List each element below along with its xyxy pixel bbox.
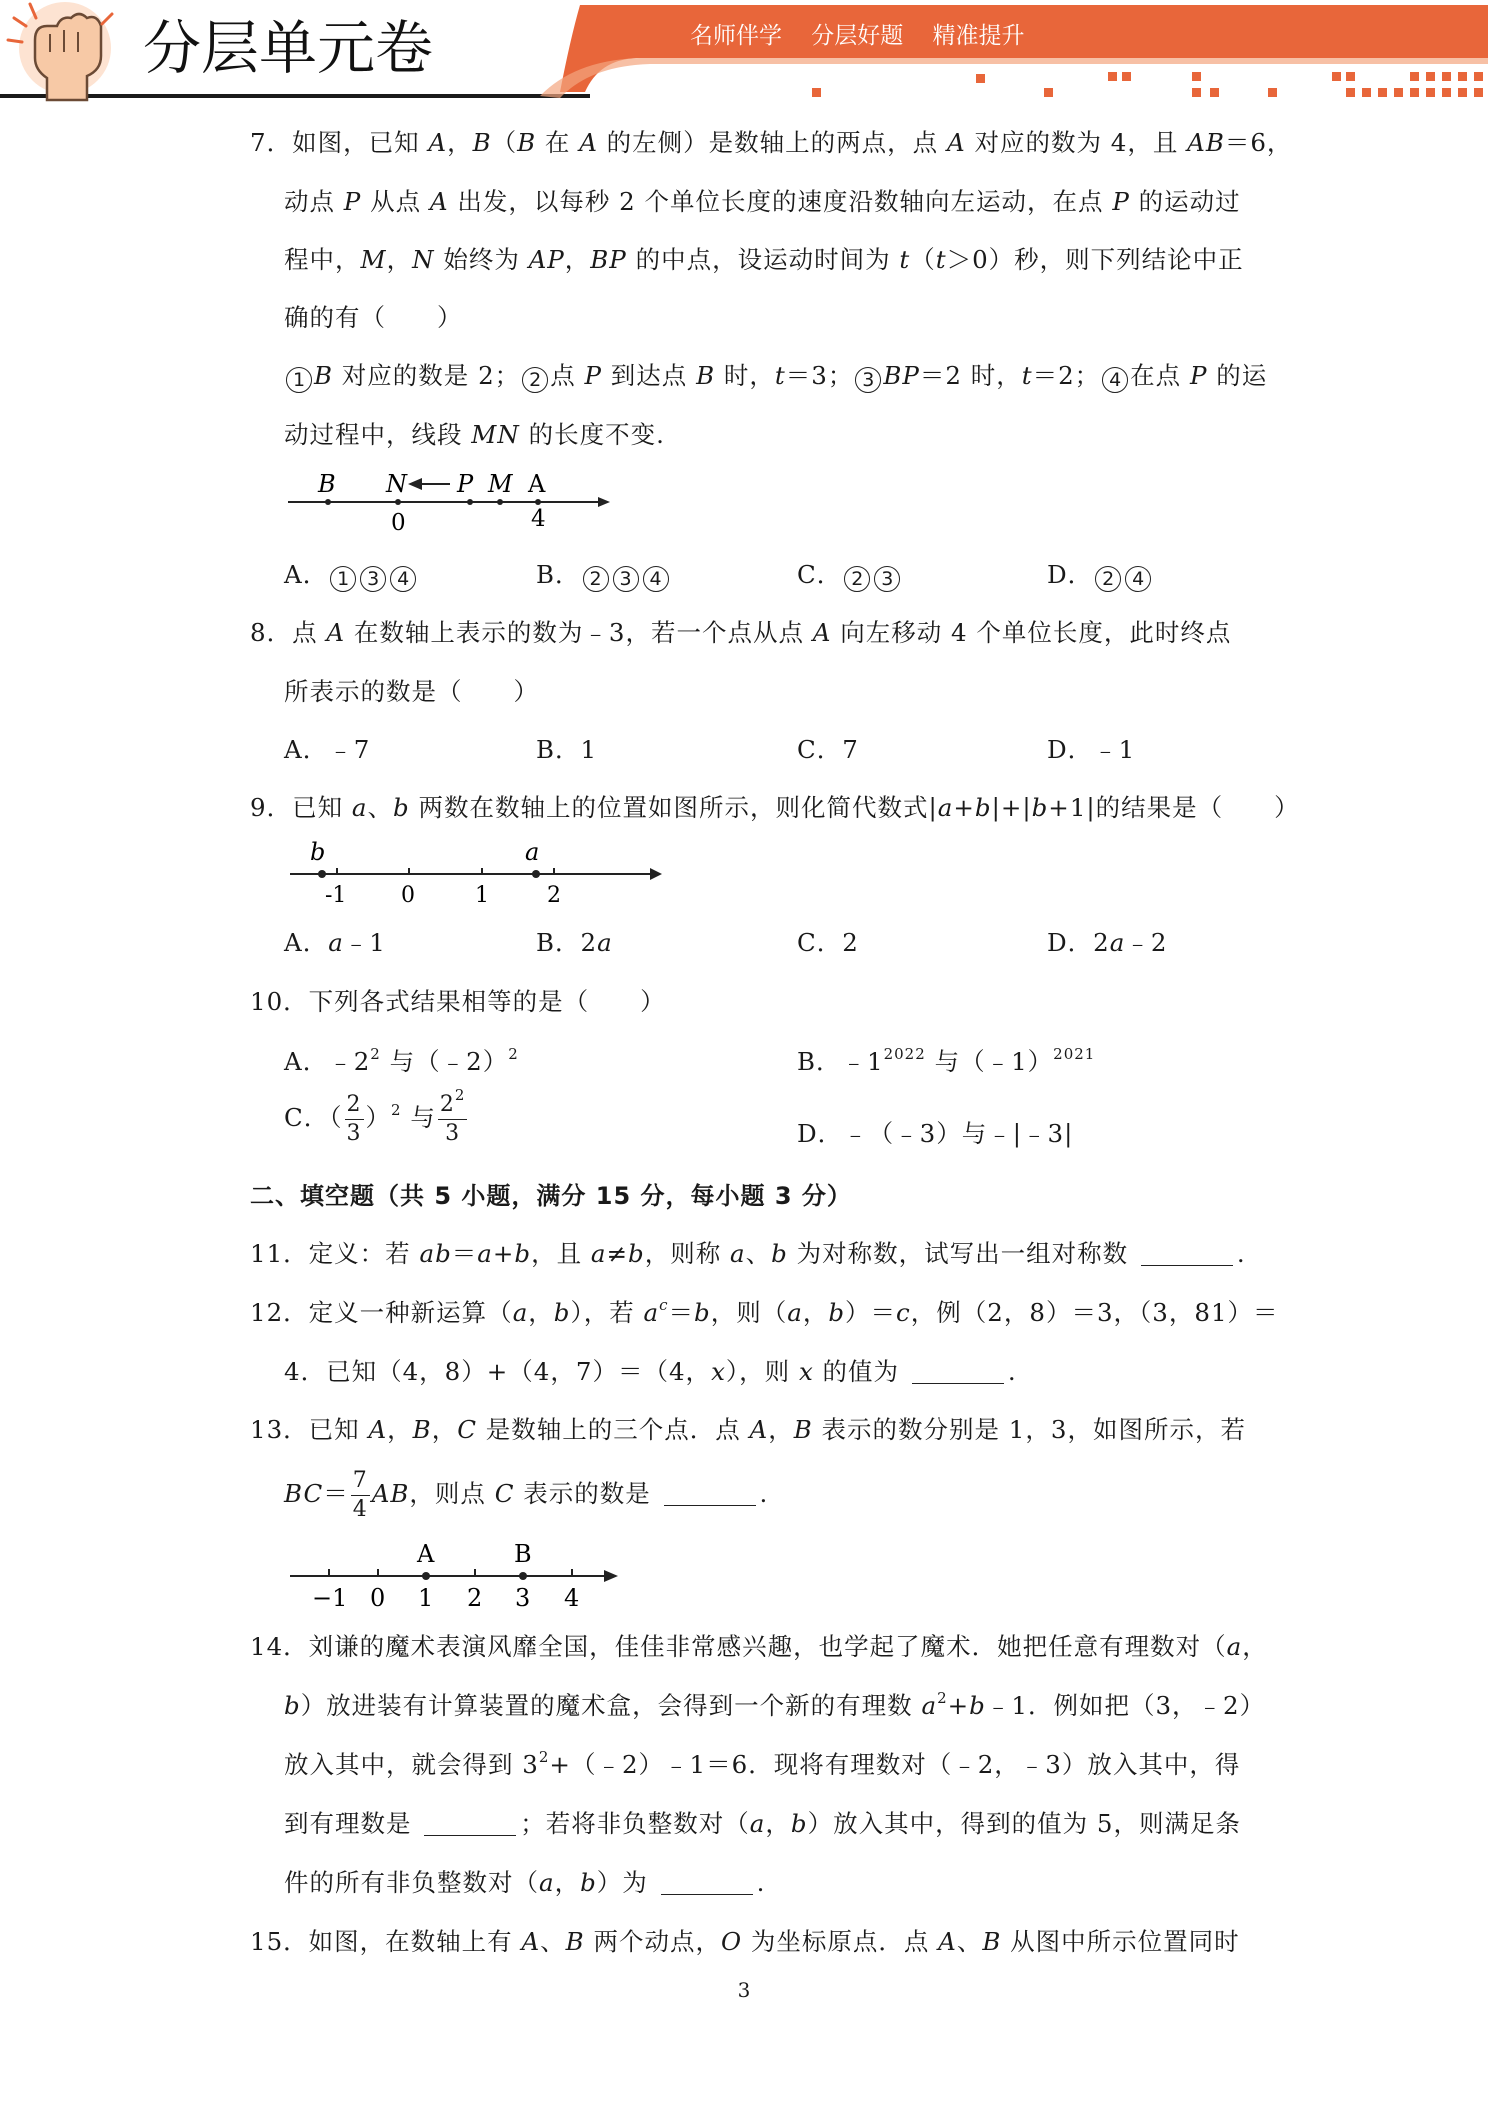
header-title: 分层单元卷 — [143, 14, 434, 82]
q9-option-d[interactable]: D．2a﹣2 — [1047, 928, 1168, 957]
q9-label-a: a — [525, 838, 540, 866]
fist-logo-icon — [8, 2, 112, 100]
q7-line3: 程中，M，N 始终为 AP，BP 的中点，设运动时间为 t（t＞0）秒，则下列结论中正 — [284, 245, 1244, 274]
q9-tick-0: 0 — [401, 883, 415, 908]
q12-line1: 12．定义一种新运算（a，b），若 $a^c=b$，则（a，b）＝c，例（2，8）＝3，（3，81）＝ — [250, 1296, 1279, 1327]
q8-option-c[interactable]: C．7 — [797, 735, 859, 764]
q9-tick-2: 2 — [547, 883, 561, 908]
q14-line3: 放入其中，就会得到 $3^2+(﹣2)﹣1=6$．现将有理数对（﹣2，﹣3）放入其中，得 — [284, 1748, 1241, 1779]
q9-option-c[interactable]: C．2 — [797, 928, 859, 957]
q15-line1: 15．如图，在数轴上有 A、B 两个动点，O 为坐标原点．点 A、B 从图中所示位置同时 — [250, 1927, 1240, 1956]
q7-line5: 1 B 对应的数是 2； 2 点 P 到达点 B 时，t＝3； 3 BP＝2 时，t＝2； 4 在点 P 的运 — [284, 357, 1267, 393]
q10-line1: 10．下列各式结果相等的是（ ） — [250, 987, 666, 1016]
header-slogan: 名师伴学 分层好题 精准提升 — [690, 23, 1025, 49]
q7-label-m: M — [488, 470, 513, 498]
q11-line1: 11．定义：若 ab＝a+b，且 a≠b，则称 a、b 为对称数，试写出一组对称数 . — [250, 1239, 1246, 1268]
q11-answer-blank[interactable] — [1141, 1265, 1233, 1266]
q13-label-a: A — [417, 1540, 435, 1568]
q10-option-b[interactable]: B．$﹣1^{2022}$ 与（﹣1）$^{2021}$ — [797, 1045, 1096, 1076]
q9-number-line — [284, 836, 664, 910]
q14-line5: 件的所有非负整数对（a，b）为 . — [284, 1868, 766, 1897]
q9-point-b — [318, 870, 326, 878]
q9-line1: 9．已知 a、b 两数在数轴上的位置如图所示，则化简代数式|a+b|+|b+1|的结果是（ ） — [250, 793, 1300, 822]
q13-point-a — [422, 1572, 430, 1580]
q14-line4: 到有理数是 ；若将非负整数对（a，b）放入其中，得到的值为 5，则满足条 — [284, 1809, 1241, 1838]
q7-point-b — [325, 499, 331, 505]
q13-line1: 13．已知 A，B，C 是数轴上的三个点．点 A，B 表示的数分别是 1，3，如图所示，若 — [250, 1415, 1246, 1444]
q8-option-d[interactable]: D．﹣1 — [1047, 735, 1136, 764]
q9-tick-neg1: -1 — [325, 883, 347, 908]
q8-line2: 所表示的数是（ ） — [284, 677, 539, 706]
q8-option-b[interactable]: B．1 — [536, 735, 598, 764]
q7-label-p: P — [457, 470, 474, 498]
q13-label-b: B — [514, 1540, 532, 1568]
q13-tick-1: 1 — [418, 1584, 434, 1612]
q13-line2: BC＝ $\frac{7}{4}$ AB，则点 C 表示的数是 . — [284, 1468, 769, 1522]
q7-point-p — [467, 499, 473, 505]
q13-tick-4: 4 — [564, 1584, 580, 1612]
q7-option-d[interactable]: D． 2 4 — [1047, 556, 1153, 592]
q13-number-line — [284, 1536, 624, 1612]
q9-option-b[interactable]: B．2a — [536, 928, 613, 957]
page-header — [0, 0, 1488, 110]
q14-answer-blank-1[interactable] — [424, 1835, 516, 1836]
q7-tick-0: 0 — [391, 510, 406, 536]
q9-tick-1: 1 — [475, 883, 489, 908]
q7-tick-4: 4 — [531, 506, 546, 532]
q9-label-b: b — [310, 838, 326, 866]
q7-point-m — [497, 499, 503, 505]
q13-tick-0: 0 — [370, 1584, 386, 1612]
q7-line1: 7．如图，已知 A，B（B 在 A 的左侧）是数轴上的两点，点 A 对应的数为 4，且 AB＝6， — [250, 128, 1293, 157]
header-deco-squares — [812, 72, 1483, 97]
q13-tick-2: 2 — [467, 1584, 483, 1612]
q10-option-a[interactable]: A．$﹣2^2$ 与（﹣2）$^2$ — [284, 1045, 519, 1076]
q10-option-d[interactable]: D．﹣（﹣3）与﹣|﹣3| — [797, 1119, 1074, 1148]
q7-option-c[interactable]: C． 2 3 — [797, 556, 902, 592]
q8-line1: 8．点 A 在数轴上表示的数为﹣3，若一个点从点 A 向左移动 4 个单位长度，此时终点 — [250, 618, 1232, 647]
q13-tick-3: 3 — [515, 1584, 531, 1612]
q14-line1: 14．刘谦的魔术表演风靡全国，佳佳非常感兴趣，也学起了魔术．她把任意有理数对（a， — [250, 1632, 1268, 1661]
q14-answer-blank-2[interactable] — [661, 1894, 753, 1895]
q7-label-n: N — [386, 470, 407, 498]
q14-line2: b）放进装有计算装置的魔术盒，会得到一个新的有理数 $a^2+b﹣1$．例如把（3，﹣2） — [284, 1689, 1266, 1720]
page-number: 3 — [737, 1978, 751, 2002]
q7-label-b: B — [318, 470, 336, 498]
q12-answer-blank[interactable] — [912, 1383, 1004, 1384]
header-rule — [0, 94, 590, 98]
section-2-heading: 二、填空题（共 5 小题，满分 15 分，每小题 3 分） — [250, 1182, 852, 1210]
q9-point-a — [532, 870, 540, 878]
q7-option-a[interactable]: A． 1 3 4 — [284, 556, 418, 592]
q12-line2: 4．已知（4，8）+（4，7）＝（4，x），则 x 的值为 . — [284, 1357, 1017, 1386]
q7-point-n — [395, 499, 401, 505]
q7-number-line — [280, 464, 620, 540]
q7-option-b[interactable]: B． 2 3 4 — [536, 556, 671, 592]
q13-tick-neg1: −1 — [312, 1584, 348, 1612]
q13-point-b — [519, 1572, 527, 1580]
q8-option-a[interactable]: A．﹣7 — [284, 735, 371, 764]
q7-point-a — [535, 499, 541, 505]
q7-label-a: A — [528, 470, 546, 498]
q13-answer-blank[interactable] — [664, 1505, 756, 1506]
q7-line4: 确的有（ ） — [284, 303, 463, 332]
q7-line6: 动过程中，线段 MN 的长度不变. — [284, 420, 665, 449]
q7-line2: 动点 P 从点 A 出发，以每秒 2 个单位长度的速度沿数轴向左运动，在点 P 的运动过 — [284, 187, 1241, 216]
q10-option-c[interactable]: C．（ $\frac{2}{3}$ ）$^2$ 与 $\frac{2^2}{3}$ — [284, 1086, 466, 1146]
q9-option-a[interactable]: A．a﹣1 — [284, 928, 386, 957]
